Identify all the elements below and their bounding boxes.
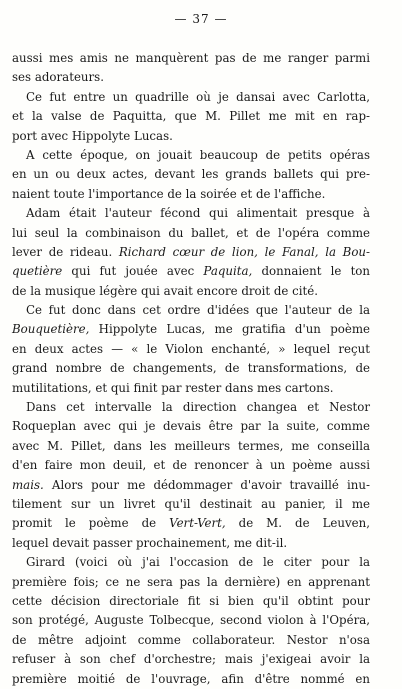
italic-title: Richard cœur de lion, le Fanal, la Bou- (118, 244, 371, 259)
text-run: première fois; ce ne sera pas la dernière) en apprenant (12, 574, 370, 589)
text-line (12, 262, 370, 281)
text-run: avec M. Pillet, dans les meilleurs termes, me conseilla (12, 438, 370, 453)
text-line (12, 282, 370, 301)
text-line (12, 611, 370, 630)
text-run: de mêtre adjoint comme collaborateur. Nestor n'osa (12, 632, 370, 647)
italic-title: Vert-Vert, (169, 516, 226, 531)
text-run: qui fut jouée avec (62, 264, 204, 279)
text-run: Adam était l'auteur fécond qui alimentait presque à (26, 206, 370, 221)
text-line (12, 224, 370, 243)
text-run: et la valse de Paquitta, que M. Pillet me mit en rap- (12, 109, 370, 124)
text-run: donnaient le ton (252, 264, 371, 279)
text-run: tilement sur un livret qu'il destinait au panier, il me (12, 496, 370, 511)
text-run: lui seul la combinaison du ballet, et de l'opéra comme (12, 225, 370, 240)
text-line (12, 320, 370, 339)
text-run: son protégé, Auguste Tolbecque, second violon à l'Opéra, (12, 613, 370, 628)
text-run: en deux actes — « le Violon enchanté, » lequel reçut (12, 341, 370, 356)
text-run: de la musique légère qui avait encore droit de cité. (12, 283, 319, 298)
text-line (12, 107, 370, 126)
text-run: naient toute l'importance de la soirée et de l'affiche. (12, 186, 326, 201)
text-run: Girard (voici où j'ai l'occasion de le citer pour la (26, 555, 370, 570)
text-line (12, 359, 370, 378)
text-line (12, 165, 370, 184)
text-line (12, 185, 370, 204)
text-run: Dans cet intervalle la direction changea et Nestor (26, 400, 370, 415)
text-run: grand nombre de changements, de transformations, de (12, 361, 370, 376)
text-run: A cette époque, on jouait beaucoup de petits opéras (26, 147, 370, 162)
text-line (12, 204, 370, 223)
text-line (12, 456, 370, 475)
text-line (12, 68, 370, 87)
text-line (12, 514, 370, 533)
text-run: cette décision directoriale fit si bien qu'il obtint pour (12, 593, 370, 608)
text-line (12, 476, 370, 495)
text-line (12, 49, 370, 68)
text-line (12, 553, 370, 572)
text-run: refuser à son chef d'orchestre; mais j'exigeai avoir la (12, 652, 370, 667)
text-run: Hippolyte Lucas, me gratifia d'un poème (89, 322, 370, 337)
text-run: Roqueplan avec qui je devais être par la suite, comme (12, 419, 370, 434)
text-line (12, 437, 370, 456)
text-line (12, 417, 370, 436)
text-line (12, 243, 370, 262)
text-line (12, 631, 370, 650)
text-run: mutilitations, et qui finit par rester dans mes cartons. (12, 380, 334, 395)
text-run: en un ou deux actes, devant les grands ballets qui pre- (12, 167, 370, 182)
text-line (12, 340, 370, 359)
text-run: ses adorateurs. (12, 70, 104, 85)
text-run: lever de rideau. (12, 244, 113, 259)
text-run: Alors pour me dédommager d'avoir travaillé inu- (43, 477, 370, 492)
text-run: première moitié de l'ouvrage, afin d'être nommé en (12, 671, 370, 686)
text-run: aussi mes amis ne manquèrent pas de me ranger parmi (12, 51, 370, 65)
text-line (12, 534, 370, 553)
text-run: de M. de Leuven, (225, 516, 370, 531)
text-line (12, 301, 370, 320)
text-line (12, 127, 370, 146)
body-text (12, 49, 370, 689)
text-line (12, 573, 370, 592)
text-run: d'en faire mon deuil, et de renoncer à un poème aussi (12, 458, 370, 473)
page-number: — 37 — (174, 12, 228, 26)
italic-title: Paquita, (203, 264, 253, 279)
text-line (12, 495, 370, 514)
italic-title: Bouquetière, (12, 322, 90, 337)
text-line (12, 398, 370, 417)
text-run: Ce fut entre un quadrille où je dansai avec Carlotta, (26, 89, 370, 104)
text-run: lequel devait passer prochainement, me dit-il. (12, 535, 288, 550)
italic-title: mais. (12, 477, 44, 492)
text-run: promit le poème de (12, 516, 170, 531)
text-line (12, 650, 370, 669)
italic-title: quetière (12, 264, 63, 279)
text-line (12, 146, 370, 165)
text-run: port avec Hippolyte Lucas. (12, 128, 173, 143)
text-line (12, 670, 370, 689)
text-line (12, 379, 370, 398)
text-line (12, 88, 370, 107)
text-line (12, 592, 370, 611)
text-run: Ce fut donc dans cet ordre d'idées que l'auteur de la (26, 303, 370, 318)
